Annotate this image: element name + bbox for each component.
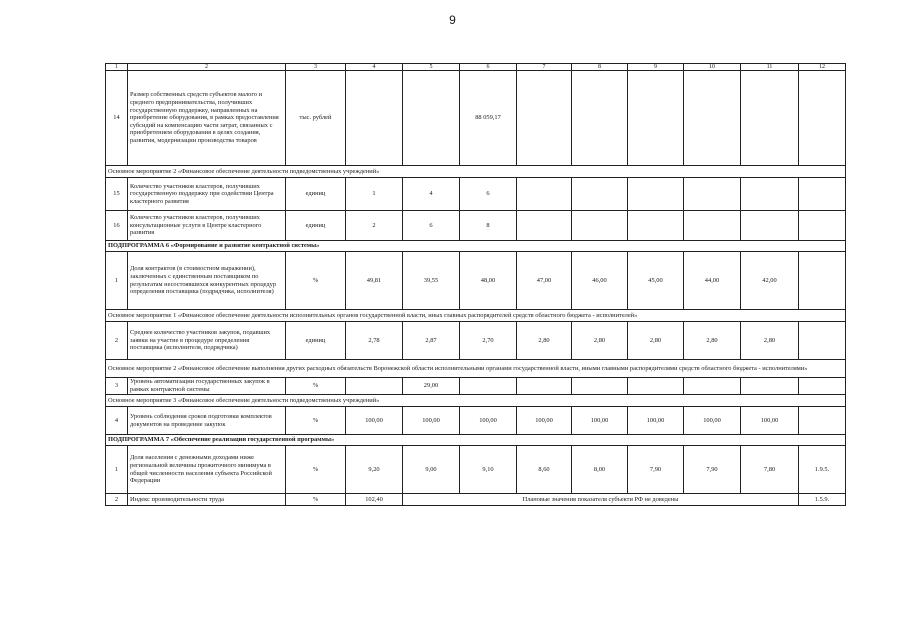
value-cell: 100,00 [741, 407, 799, 435]
page-number: 9 [449, 13, 456, 27]
header-cell: 1 [106, 64, 128, 71]
indicator-description: Доля населения с денежными доходами ниже региональной величины прожиточного минимума в общей численности населения субъекта Российской Федерации [128, 446, 286, 494]
value-cell [799, 71, 846, 166]
table-row [106, 71, 846, 166]
indicator-description: Количество участников кластеров, получивших государственную поддержку при содействии Центра кластерного развития [128, 178, 286, 211]
table-row [106, 252, 846, 310]
value-cell: 88 059,17 [460, 71, 517, 166]
value-cell: 2,80 [572, 322, 628, 360]
unit-cell: тыс. рублей [286, 71, 346, 166]
unit-cell: % [286, 446, 346, 494]
value-cell [403, 71, 460, 166]
row-number: 14 [106, 71, 128, 166]
value-cell: 2,80 [628, 322, 684, 360]
row-number: 2 [106, 322, 128, 360]
plan-note: Плановые значения показателя субъекти РФ не доведены [403, 494, 799, 506]
value-cell: 2,80 [684, 322, 741, 360]
section-row [106, 360, 846, 378]
value-cell: 7,80 [741, 446, 799, 494]
value-cell [346, 71, 403, 166]
indicator-description: Среднее количество участников закупок, подавших заявки на участие в процедуре определения поставщика (исполнителя, подрядчика) [128, 322, 286, 360]
table-row [106, 494, 846, 506]
section-row [106, 310, 846, 322]
indicator-description: Уровень автоматизации государственных закупок в рамках контрактной системы [128, 378, 286, 395]
value-cell [628, 71, 684, 166]
value-cell: 46,00 [572, 252, 628, 310]
value-cell: 39,55 [403, 252, 460, 310]
row-number: 16 [106, 211, 128, 241]
header-cell: 8 [572, 64, 628, 71]
value-cell: 2 [346, 211, 403, 241]
subprogram-title: ПОДПРОГРАММА 6 «Формирование и развитие контрактной системы» [106, 241, 846, 252]
row-number: 15 [106, 178, 128, 211]
header-cell: 11 [741, 64, 799, 71]
value-cell: 8,60 [517, 446, 572, 494]
value-cell: 2,87 [403, 322, 460, 360]
subprogram-row [106, 435, 846, 446]
indicators-table [105, 63, 846, 506]
header-cell: 4 [346, 64, 403, 71]
subprogram-title: ПОДПРОГРАММА 7 «Обеспечение реализации государственной программы» [106, 435, 846, 446]
header-cell: 6 [460, 64, 517, 71]
value-cell: 45,00 [628, 252, 684, 310]
unit-cell: единиц [286, 322, 346, 360]
value-cell: 8 [460, 211, 517, 241]
subprogram-row [106, 241, 846, 252]
value-cell: 47,00 [517, 252, 572, 310]
table-row [106, 322, 846, 360]
table-row [106, 407, 846, 435]
value-cell: 1 [346, 178, 403, 211]
value-cell: 100,00 [460, 407, 517, 435]
section-title: Основное мероприятие 2 «Финансовое обеспечение деятельности подведомственных учреждений» [106, 166, 846, 178]
value-cell [517, 71, 572, 166]
unit-cell: % [286, 407, 346, 435]
header-cell: 7 [517, 64, 572, 71]
value-cell: 2,80 [741, 322, 799, 360]
unit-cell: единиц [286, 211, 346, 241]
value-cell: 1.9.5. [799, 446, 846, 494]
table-row [106, 178, 846, 211]
indicator-description: Доля контрактов (в стоимостном выражении), заключенных с единственным поставщиком по результатам несостоявшихся конкурентных процедур определения поставщика (подрядчика, исполнителя) [128, 252, 286, 310]
section-title: Основное мероприятие 3 «Финансовое обеспечение деятельности подведомственных учреждений» [106, 395, 846, 407]
value-cell: 4 [403, 178, 460, 211]
section-title: Основное мероприятие 1 «Финансовое обеспечение деятельности исполнительных органов государственной власти, иных главных распорядителей средств областного бюджета - исполнителей» [106, 310, 846, 322]
header-cell: 10 [684, 64, 741, 71]
value-cell: 29,00 [403, 378, 460, 395]
unit-cell: % [286, 494, 346, 506]
value-cell: 100,00 [517, 407, 572, 435]
value-cell: 100,00 [403, 407, 460, 435]
value-cell: 9,00 [403, 446, 460, 494]
header-cell: 3 [286, 64, 346, 71]
value-cell: 9,20 [346, 446, 403, 494]
header-cell: 9 [628, 64, 684, 71]
value-cell: 6 [403, 211, 460, 241]
value-cell: 1.5.9. [799, 494, 846, 506]
value-cell: 44,00 [684, 252, 741, 310]
value-cell: 2,80 [517, 322, 572, 360]
value-cell: 102,40 [346, 494, 403, 506]
value-cell [684, 71, 741, 166]
value-cell: 100,00 [684, 407, 741, 435]
table-row [106, 211, 846, 241]
row-number: 1 [106, 252, 128, 310]
table-row [106, 378, 846, 395]
value-cell: 100,00 [628, 407, 684, 435]
section-row [106, 166, 846, 178]
value-cell: 7,90 [684, 446, 741, 494]
value-cell: 49,81 [346, 252, 403, 310]
header-cell: 2 [128, 64, 286, 71]
value-cell [572, 71, 628, 166]
section-row [106, 395, 846, 407]
value-cell: 7,90 [628, 446, 684, 494]
value-cell: 100,00 [572, 407, 628, 435]
row-number: 4 [106, 407, 128, 435]
row-number: 3 [106, 378, 128, 395]
header-cell: 5 [403, 64, 460, 71]
value-cell: 8,00 [572, 446, 628, 494]
unit-cell: единиц [286, 178, 346, 211]
value-cell: 6 [460, 178, 517, 211]
value-cell: 9,10 [460, 446, 517, 494]
value-cell: 48,00 [460, 252, 517, 310]
row-number: 2 [106, 494, 128, 506]
value-cell: 2,70 [460, 322, 517, 360]
value-cell: 42,00 [741, 252, 799, 310]
table-row [106, 446, 846, 494]
indicator-description: Размер собственных средств субъектов малого и среднего предпринимательства, получивших государственную поддержку, направленных на приобретение оборудования, в рамках предоставления субсидий на компенсацию части затрат, связанных с приобретением оборудования в целях создания, развития, модернизации производства товаров [128, 71, 286, 166]
unit-cell: % [286, 378, 346, 395]
row-number: 1 [106, 446, 128, 494]
value-cell [741, 71, 799, 166]
value-cell: 100,00 [346, 407, 403, 435]
header-row [106, 64, 846, 71]
unit-cell: % [286, 252, 346, 310]
indicator-description: Количество участников кластеров, получивших консультационные услуги в Центре кластерного развития [128, 211, 286, 241]
section-title: Основное мероприятие 2 «Финансовое обеспечение выполнения других расходных обязательств Воронежской области исполнительными органами государственной власти, иными главными распорядителями средств областного бюджета - исполнителями» [106, 360, 846, 378]
header-cell: 12 [799, 64, 846, 71]
value-cell: 2,78 [346, 322, 403, 360]
indicator-description: Уровень соблюдения сроков подготовки комплектов документов на проведение закупок [128, 407, 286, 435]
indicator-description: Индекс производительности труда [128, 494, 286, 506]
